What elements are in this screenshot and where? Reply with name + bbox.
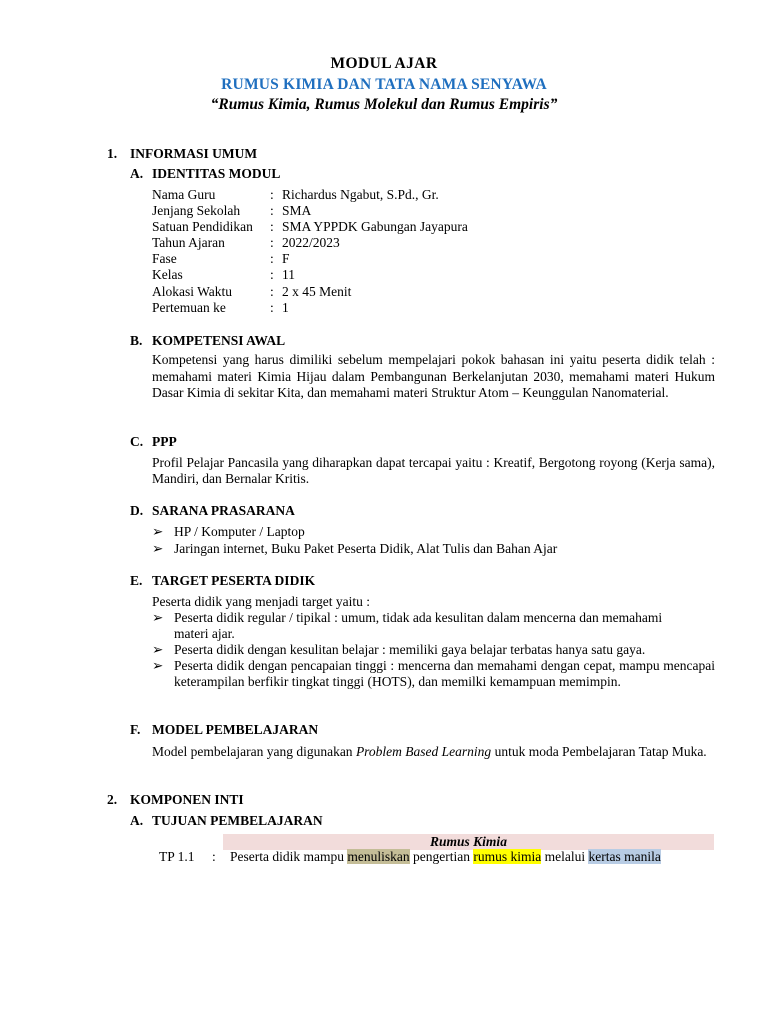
section-1-number: 1.	[107, 146, 118, 161]
tp-text-part: pengertian	[409, 849, 474, 864]
sarana-heading: SARANA PRASARANA	[152, 503, 295, 518]
list-item-text: Peserta didik dengan pencapaian tinggi : mencerna dan memahami dengan cepat, mampu mencapai keterampilan berfikir tingkat tinggi (HOTS), dan memilki kemampuan memimpin.	[174, 658, 715, 689]
model-paragraph	[152, 744, 715, 760]
identity-colon: :	[270, 284, 274, 299]
identity-colon: :	[270, 203, 274, 218]
list-item-text: HP / Komputer / Laptop	[174, 524, 305, 539]
identity-label: Fase	[152, 251, 177, 266]
identity-label: Jenjang Sekolah	[152, 203, 241, 218]
identity-label: Pertemuan ke	[152, 300, 226, 315]
tp-text-part: melalui	[541, 849, 589, 864]
target-heading: TARGET PESERTA DIDIK	[152, 573, 316, 588]
tujuan-letter: A.	[130, 813, 144, 828]
identitas-heading: IDENTITAS MODUL	[152, 166, 281, 181]
identity-label: Tahun Ajaran	[152, 235, 225, 250]
identity-value: 11	[282, 267, 295, 282]
identity-value: Richardus Ngabut, S.Pd., Gr.	[282, 187, 439, 202]
ppp-letter: C.	[130, 434, 144, 449]
module-topic: “Rumus Kimia, Rumus Molekul dan Rumus Empiris”	[210, 96, 558, 113]
identity-colon: :	[270, 235, 274, 250]
identity-colon: :	[270, 300, 274, 315]
section-2-number: 2.	[107, 792, 118, 807]
module-title: MODUL AJAR	[330, 55, 438, 72]
section-2-title: KOMPONEN INTI	[130, 792, 244, 807]
identitas-letter: A.	[130, 166, 144, 181]
target-intro: Peserta didik yang menjadi target yaitu :	[152, 594, 370, 609]
highlight-media: kertas manila	[588, 849, 661, 864]
identity-value: F	[282, 251, 290, 266]
model-name-italic: Problem Based Learning	[355, 744, 492, 759]
tp-code: TP 1.1	[159, 849, 195, 864]
identity-label: Satuan Pendidikan	[152, 219, 253, 234]
sarana-letter: D.	[130, 503, 144, 518]
list-item-text: Peserta didik dengan kesulitan belajar : memiliki gaya belajar terbatas hanya satu gaya.	[174, 642, 646, 657]
identity-colon: :	[270, 219, 274, 234]
arrowhead-bullet-icon: ➢	[152, 658, 164, 673]
model-text-after: untuk moda Pembelajaran Tatap Muka.	[491, 744, 707, 759]
kompetensi-letter: B.	[130, 333, 143, 348]
ppp-paragraph: Profil Pelajar Pancasila yang diharapkan dapat tercapai yaitu : Kreatif, Bergotong royong (Kerja sama), Mandiri, dan Bernalar Kritis.	[152, 455, 715, 486]
model-letter: F.	[130, 722, 141, 737]
identity-label: Alokasi Waktu	[152, 284, 233, 299]
identity-colon: :	[270, 267, 274, 282]
tujuan-heading: TUJUAN PEMBELAJARAN	[152, 813, 323, 828]
module-subtitle: RUMUS KIMIA DAN TATA NAMA SENYAWA	[221, 76, 547, 93]
objective-table-header: Rumus Kimia	[223, 834, 714, 850]
target-letter: E.	[130, 573, 143, 588]
kompetensi-heading: KOMPETENSI AWAL	[152, 333, 286, 348]
identity-value: 2 x 45 Menit	[282, 284, 352, 299]
ppp-heading: PPP	[152, 434, 177, 449]
arrowhead-bullet-icon: ➢	[152, 610, 164, 625]
model-heading: MODEL PEMBELAJARAN	[152, 722, 319, 737]
highlight-verb: menuliskan	[347, 849, 410, 864]
tp-colon: :	[212, 849, 216, 864]
identity-value: 2022/2023	[282, 235, 340, 250]
tp-text-part: Peserta didik mampu	[230, 849, 348, 864]
highlight-content: rumus kimia	[473, 849, 542, 864]
identity-label: Kelas	[152, 267, 183, 282]
identity-colon: :	[270, 187, 274, 202]
tp-objective-text	[230, 849, 661, 865]
model-text-before: Model pembelajaran yang digunakan	[152, 744, 356, 759]
identity-value: 1	[282, 300, 289, 315]
list-item-text: Jaringan internet, Buku Paket Peserta Didik, Alat Tulis dan Bahan Ajar	[174, 541, 558, 556]
identity-label: Nama Guru	[152, 187, 216, 202]
arrowhead-bullet-icon: ➢	[152, 524, 164, 539]
identity-colon: :	[270, 251, 274, 266]
arrowhead-bullet-icon: ➢	[152, 541, 164, 556]
identity-value: SMA YPPDK Gabungan Jayapura	[282, 219, 468, 234]
section-1-title: INFORMASI UMUM	[130, 146, 258, 161]
arrowhead-bullet-icon: ➢	[152, 642, 164, 657]
list-item-text: Peserta didik regular / tipikal : umum, tidak ada kesulitan dalam mencerna dan memahami materi ajar.	[174, 610, 663, 641]
kompetensi-paragraph: Kompetensi yang harus dimiliki sebelum mempelajari pokok bahasan ini yaitu peserta didik telah : memahami materi Kimia Hijau dalam Pembangunan Berkelanjutan 2030, memahami materi Hukum Dasar Kimia di sekitar Kita, dan memahami materi Struktur Atom – Keunggulan Nanomaterial.	[152, 352, 715, 400]
identity-value: SMA	[282, 203, 312, 218]
